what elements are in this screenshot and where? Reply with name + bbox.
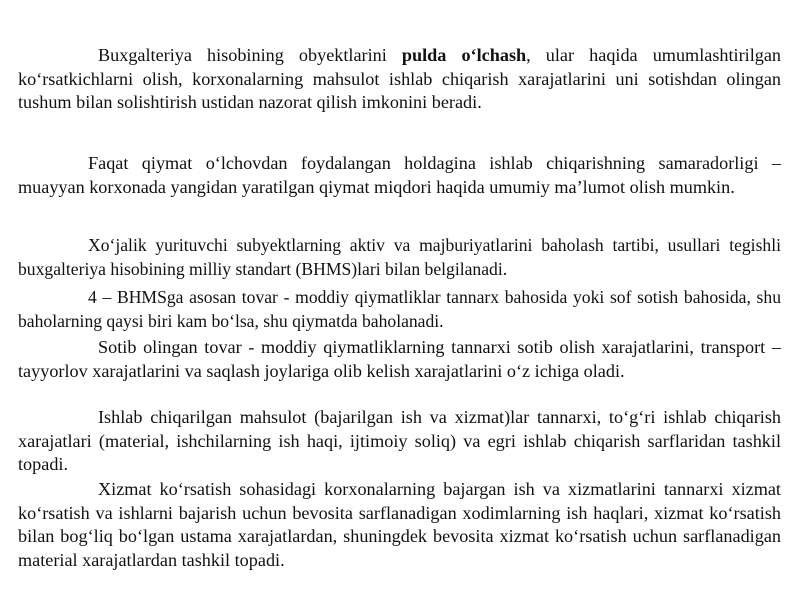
paragraph-4: 4 – BHMSga asosan tovar - moddiy qiymatliklar tannarx bahosida yoki sof sotish bahosida, shu baholarning qaysi biri kam bo‘lsa, shu qiymatda baholanadi. [18, 287, 781, 331]
paragraph-3: Xo‘jalik yurituvchi subyektlarning aktiv va majburiyatlarini baholash tartibi, usullari tegishli buxgalteriya hisobining milliy standart (BHMS)lari bilan belgilanadi. [18, 235, 781, 279]
paragraph-1-bold-term: pulda o‘lchash [401, 45, 527, 65]
paragraph-1 [18, 44, 781, 115]
paragraph-2: Faqat qiymat o‘lchovdan foydalangan holdagina ishlab chiqarishning samaradorligi – muayyan korxonada yangidan yaratilgan qiymat miqdori haqida umumiy ma’lumot olish mumkin. [18, 153, 781, 197]
paragraph-6: Ishlab chiqarilgan mahsulot (bajarilgan ish va xizmat)lar tannarxi, to‘g‘ri ishlab chiqarish xarajatlari (material, ishchilarning ish haqi, ijtimoiy soliq) va egri ishlab chiqarish sarflaridan tashkil topadi. [18, 407, 781, 475]
paragraph-5: Sotib olingan tovar - moddiy qiymatliklarning tannarxi sotib olish xarajatlarini, transport – tayyorlov xarajatlarini va saqlash joylariga olib kelish xarajatlarini o‘z ichiga oladi. [18, 337, 781, 381]
paragraph-1-text-before: Buxgalteriya hisobining obyektlarini [98, 45, 402, 65]
paragraph-1-text-after: , ular haqida umumlashtirilgan ko‘rsatkichlarni olish, korxonalarning mahsulot ishlab chiqarish xarajatlarini uni sotishdan olingan tushum bilan solishtirish ustidan nazorat qilish imkonini beradi. [18, 45, 782, 113]
paragraph-7: Xizmat ko‘rsatish sohasidagi korxonalarning bajargan ish va xizmatlarini tannarxi xizmat ko‘rsatish va ishlarni bajarish uchun bevosita sarflanadigan xodimlarning ish haqlari, xizmat ko‘rsatish bilan bog‘liq bo‘lgan ustama xarajatlardan, shuningdek bevosita xizmat ko‘rsatish uchun sarflanadigan material xarajatlardan tashkil topadi. [18, 479, 781, 570]
